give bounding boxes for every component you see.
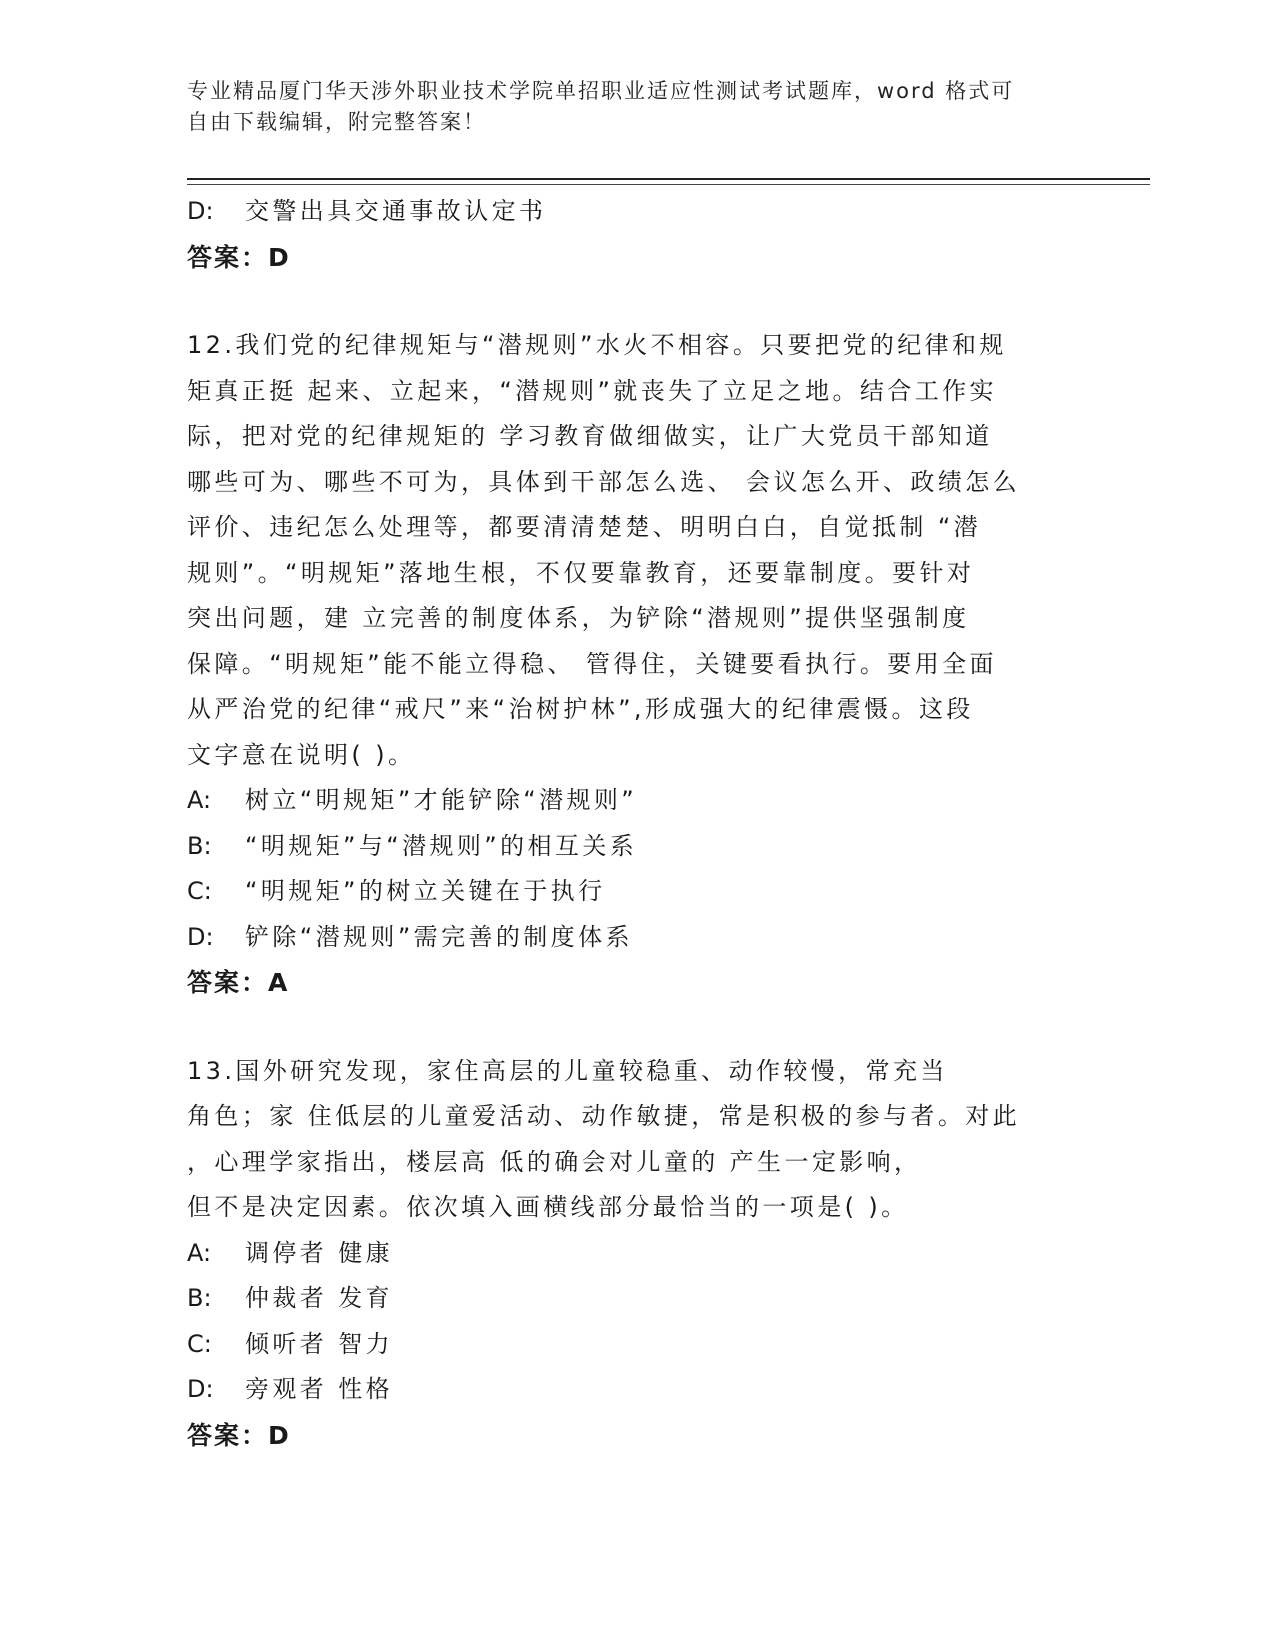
option-text: 倾听者 智力	[245, 1329, 394, 1358]
option-key: D:	[187, 1375, 214, 1403]
header-divider-thin	[187, 184, 1150, 185]
option-key: A:	[187, 1238, 212, 1267]
option-text: 交警出具交通事故认定书	[245, 197, 547, 225]
previous-question-tail	[187, 189, 1067, 280]
question-text-line: 评价、违纪怎么处理等，都要清清楚楚、明明白白，自觉抵制 “潜	[187, 513, 982, 541]
question-text-line: 从严治党的纪律“戒尺”来“治树护林”,形成强大的纪律震慑。这段	[187, 695, 974, 723]
question-text-line: 12.我们党的纪律规矩与“潜规则”水火不相容。只要把党的纪律和规	[187, 331, 1007, 359]
answer-line: 答案：A	[187, 968, 290, 997]
document-header	[187, 76, 1067, 138]
option-item	[187, 1276, 1067, 1322]
option-item	[187, 1322, 1067, 1368]
option-item	[187, 778, 1067, 824]
question-text-line: 规则”。“明规矩”落地生根，不仅要靠教育，还要靠制度。要针对	[187, 558, 975, 587]
option-text: 铲除“潜规则”需完善的制度体系	[245, 922, 633, 951]
document-body	[187, 189, 1067, 1458]
option-text: “明规矩”与“潜规则”的相互关系	[245, 831, 638, 860]
question-text-line: 际，把对党的纪律规矩的 学习教育做细做实，让广大党员干部知道	[187, 422, 993, 450]
question-text-line: ，心理学家指出，楼层高 低的确会对儿童的 产生一定影响，	[187, 1147, 922, 1176]
option-key: A:	[187, 786, 212, 814]
option-item	[187, 1367, 1067, 1413]
question-text-line: 矩真正挺 起来、立起来，“潜规则”就丧失了立足之地。结合工作实	[187, 376, 997, 405]
option-text: 仲裁者 发育	[245, 1284, 394, 1312]
spacer	[187, 1006, 1067, 1049]
option-item	[187, 869, 1067, 915]
answer-line: 答案：D	[187, 242, 291, 272]
question-text-line: 文字意在说明( )。	[187, 740, 416, 769]
question-text-line: 13.国外研究发现，家住高层的儿童较稳重、动作较慢，常充当	[187, 1056, 948, 1085]
option-item	[187, 189, 1067, 235]
option-key: C:	[187, 1329, 212, 1358]
option-item	[187, 1231, 1067, 1277]
option-item	[187, 824, 1067, 870]
option-key: D:	[187, 197, 214, 225]
header-line-2: 自由下载编辑，附完整答案！	[187, 110, 486, 134]
question-12	[187, 323, 1067, 1006]
answer-line: 答案：D	[187, 1420, 291, 1450]
question-text-line: 但不是决定因素。依次填入画横线部分最恰当的一项是( )。	[187, 1193, 909, 1221]
question-text-line: 保障。“明规矩”能不能立得稳、 管得住，关键要看执行。要用全面	[187, 649, 997, 678]
question-13	[187, 1049, 1067, 1459]
header-divider-thick	[187, 178, 1150, 180]
option-text: 树立“明规矩”才能铲除“潜规则”	[245, 786, 638, 814]
option-key: B:	[187, 1284, 212, 1312]
option-text: 调停者 健康	[245, 1238, 394, 1267]
question-text-line: 哪些可为、哪些不可为，具体到干部怎么选、 会议怎么开、政绩怎么	[187, 467, 1021, 496]
question-text-line: 突出问题，建 立完善的制度体系，为铲除“潜规则”提供坚强制度	[187, 604, 970, 632]
option-key: C:	[187, 877, 212, 905]
spacer	[187, 280, 1067, 323]
option-key: B:	[187, 831, 212, 860]
option-item	[187, 915, 1067, 961]
question-text-line: 角色；家 住低层的儿童爱活动、动作敏捷，常是积极的参与者。对此	[187, 1102, 1021, 1130]
header-line-1: 专业精品厦门华天涉外职业技术学院单招职业适应性测试考试题库，word 格式可	[187, 79, 1015, 103]
option-text: 旁观者 性格	[245, 1375, 394, 1403]
option-text: “明规矩”的树立关键在于执行	[245, 877, 606, 905]
option-key: D:	[187, 922, 214, 951]
